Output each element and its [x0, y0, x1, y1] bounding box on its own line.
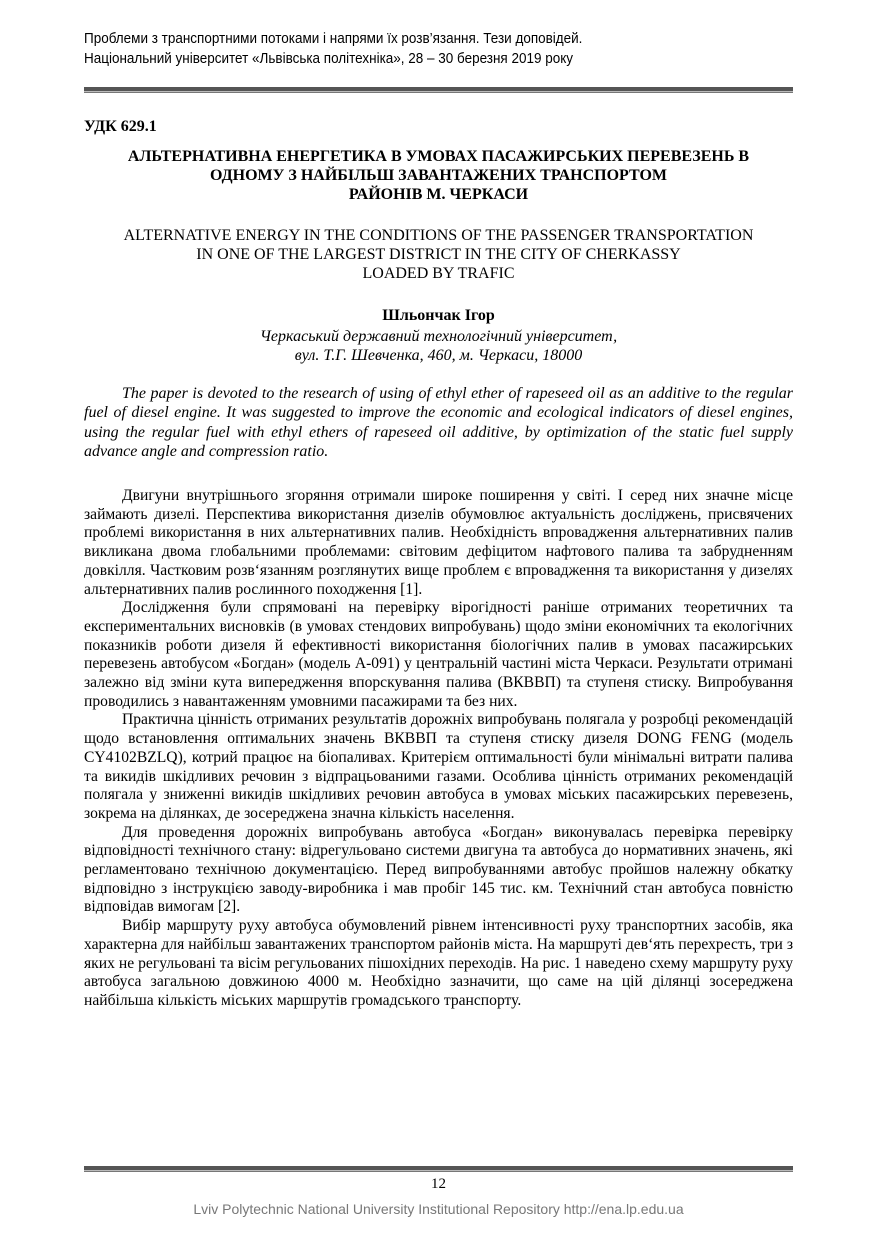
title-ua-line: РАЙОНІВ М. ЧЕРКАСИ [348, 186, 529, 203]
paragraph: Для проведення дорожніх випробувань автобуса «Богдан» виконувалась перевірка перевірку відповідності технічного стану: відрегульовано системи двигуна та автобуса до нормативних значень, які регламентовано технічною документацією. Перед випробуваннями автобус пройшов належну обкатку відповідно з інструкцією заводу-виробника і мав пробіг 145 тис. км. Технічний стан автобуса повністю відповідав вимогам [2]. [84, 823, 793, 916]
title-en [84, 226, 793, 283]
title-ua [84, 147, 793, 204]
affiliation-line: Черкаський державний технологічний університет, [259, 328, 618, 345]
affiliation [84, 327, 793, 365]
title-ua-line: ОДНОМУ З НАЙБІЛЬШ ЗАВАНТАЖЕНИХ ТРАНСПОРТОМ [209, 167, 667, 184]
paragraph: Вибір маршруту руху автобуса обумовлений рівнем інтенсивності руху транспортних засобів, яка характерна для найбільш завантажених транспортом районів міста. На маршруті дев‘ять перехресть, три з яких не регульовані та вісім регульованих пішохідних переходів. На рис. 1 наведено схему маршруту руху автобуса загальною довжиною 4000 м. Необхідно зазначити, що саме на цій ділянці зосереджена найбільша кількість міських маршрутів громадського транспорту. [84, 917, 793, 1009]
paragraph: Двигуни внутрішнього згоряння отримали широке поширення у світі. І серед них значне місце займають дизелі. Перспектива використання дизелів обумовлює актуальність досліджень, присвячених проблемі використання в них альтернативних палив. Необхідність впровадження альтернативних палив викликана двома глобальними проблемами: світовим дефіцитом нафтового палива та забрудненням довкілля. Частковим розв‘язанням розглянутих вище проблем є впровадження та використання у дизелях альтернативних палив рослинного походження [1]. [84, 487, 793, 598]
header-rule [84, 87, 793, 93]
paragraph: Дослідження були спрямовані на перевірку вірогідності раніше отриманих теоретичних та експериментальних висновків (в умовах стендових випробувань) щодо зміни економічних та екологічних показників роботи дизеля й ефективності використання біологічних палив в умовах пасажирських перевезень автобусом «Богдан» (модель А-091) у центральній частині міста Черкаси. Результати отримані залежно від зміни кута випередження впорскування палива (ВКВВП) та ступеня стиску. Випробування проводились з навантаженням умовними пасажирами та без них. [84, 599, 793, 710]
author-name: Шльончак Ігор [382, 307, 495, 324]
repository-footer: Lviv Polytechnic National University Institutional Repository http://ena.lp.edu.ua [193, 1201, 684, 1217]
udk-code: УДК 629.1 [84, 118, 157, 135]
body-text [84, 487, 793, 1011]
affiliation-line: вул. Т.Г. Шевченка, 460, м. Черкаси, 18000 [294, 347, 583, 364]
footer-rule [84, 1166, 793, 1172]
title-ua-line: АЛЬТЕРНАТИВНА ЕНЕРГЕТИКА В УМОВАХ ПАСАЖИРСЬКИХ ПЕРЕВЕЗЕНЬ В [127, 148, 750, 165]
abstract: The paper is devoted to the research of using of ethyl ether of rapeseed oil as an additive to the regular fuel of diesel engine. It was suggested to improve the economic and ecological indicators of diesel engines, using the regular fuel with ethyl ethers of rapeseed oil additive, by optimization of the static fuel supply advance angle and compression ratio. [84, 385, 793, 460]
paragraph: Практична цінність отриманих результатів дорожніх випробувань полягала у розробці рекомендацій щодо встановлення оптимальних значень ВКВВП та ступеня стиску дизеля DONG FENG (модель CY4102BZLQ), котрий працює на біопаливах. Критерієм оптимальності були мінімальні витрати палива та викидів шкідливих речовин з відпрацьованими газами. Особлива цінність отриманих рекомендацій полягала у зниженні викидів шкідливих речовин автобуса в умовах міських пасажирських перевезень, зокрема на ділянках, де зосереджена значна кількість населення. [84, 711, 793, 822]
title-en-line: ALTERNATIVE ENERGY IN THE CONDITIONS OF THE PASSENGER TRANSPORTATION [123, 227, 754, 244]
title-en-line: LOADED BY TRAFIC [362, 265, 515, 282]
running-header-line1: Проблеми з транспортними потоками і напрями їх розв’язання. Тези доповідей. [84, 31, 583, 47]
running-header-line2: Національний університет «Львівська політехніка», 28 – 30 березня 2019 року [84, 51, 573, 67]
title-en-line: IN ONE OF THE LARGEST DISTRICT IN THE CITY OF CHERKASSY [196, 246, 681, 263]
page-number: 12 [431, 1176, 446, 1192]
